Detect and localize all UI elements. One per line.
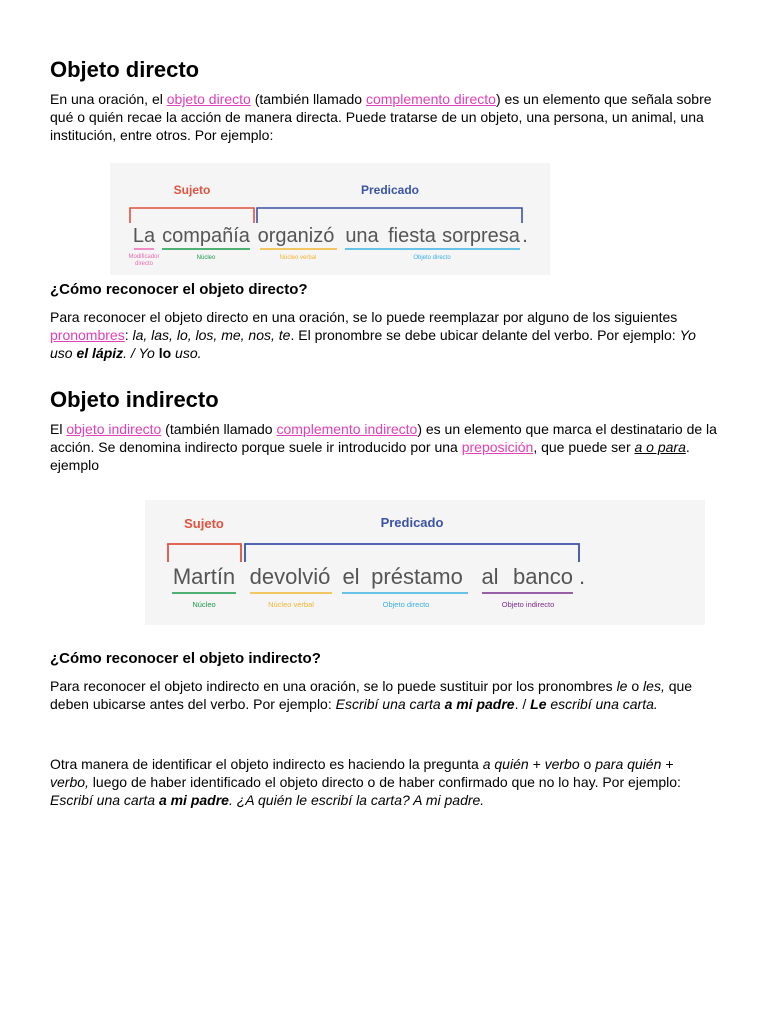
text: para quién + verbo, [50,756,674,790]
word: organizó [257,225,335,247]
text: : [124,327,133,343]
paragraph-od-recognize [50,308,720,362]
text: ) es un elemento que marca el destinatario de la acción. Se denomina indirecto porque suele ir introducido por una [50,421,717,455]
role-label: Núcleo verbal [268,600,314,609]
role-label: Núcleo [196,255,216,261]
role-label: Núcleo [192,600,216,609]
role-label: Modificador [128,254,160,260]
subject-label: Sujeto [173,183,211,197]
word: una [345,225,379,247]
word: La [132,225,156,247]
link-complemento-directo[interactable]: complemento directo [365,91,496,107]
text: luego de haber identificado el objeto directo o de haber confirmado que no lo hay. Por ejemplo: [88,774,681,790]
text: Para reconocer el objeto directo en una oración, se lo puede reemplazar por alguno de los siguientes [50,309,678,325]
text: . [228,792,237,808]
role-label: Objeto indirecto [501,600,555,609]
text: Otra manera de identificar el objeto indirecto es haciendo la pregunta [50,756,483,772]
predicate-label: Predicado [380,515,444,530]
text: Escribí una carta [50,792,159,808]
word: . [578,564,586,589]
text: a quién + verbo [482,756,580,772]
paragraph-od-definition [50,90,720,144]
heading-como-reconocer-oi: ¿Cómo reconocer el objeto indirecto? [50,650,321,667]
text: la, las, lo, los, me, nos, te [132,327,291,343]
role-label: Objeto directo [413,255,451,261]
text: le [616,678,628,694]
text: uso. [171,345,202,361]
heading-objeto-directo: Objeto directo [50,57,200,82]
role-label: Núcleo verbal [279,255,317,261]
heading-como-reconocer-od: ¿Cómo reconocer el objeto directo? [50,281,308,298]
text: Le [530,696,547,712]
text: En una oración, el [50,91,167,107]
paragraph-oi-recognize [50,677,710,713]
text: que deben ubicarse antes del verbo. Por ejemplo: [50,678,693,712]
word: devolvió [249,564,331,589]
diagram-objeto-directo [110,163,550,275]
text: Escribí una carta [335,696,445,712]
link-complemento-indirecto[interactable]: complemento indirecto [276,421,418,437]
text: les, [643,678,665,694]
text: a mi padre [158,792,229,808]
word: sorpresa [442,225,520,247]
diagram-background [110,163,550,275]
text: ) es un elemento que señala sobre qué o quién recae la acción de manera directa. Puede tratarse de un objeto, una persona, un animal, una institución, entre otros. Por ejemplo: [50,91,712,143]
text: escribí una carta. [546,696,658,712]
text: . / [514,696,531,712]
text: (también llamado [250,91,366,107]
word: al [481,564,499,589]
subject-label: Sujeto [184,516,224,531]
link-objeto-directo[interactable]: objeto directo [166,91,251,107]
link-objeto-indirecto[interactable]: objeto indirecto [66,421,162,437]
text: lo [158,345,172,361]
text: , que puede ser [533,439,635,455]
paragraph-oi-definition [50,420,720,474]
diagram-objeto-indirecto [145,500,705,625]
text: . ejemplo [50,439,690,473]
word: . [522,225,528,247]
word: compañía [162,225,250,247]
text: o [579,756,596,772]
heading-objeto-indirecto: Objeto indirecto [50,387,219,412]
role-label: Objeto directo [382,600,430,609]
text: Yo uso [50,327,696,361]
predicate-label: Predicado [360,183,420,197]
word: el [342,564,360,589]
role-label: directo [134,261,154,267]
text: o [627,678,644,694]
text: . El pronombre se debe ubicar delante del verbo. Por ejemplo: [290,327,680,343]
link-preposicion[interactable]: preposición [461,439,534,455]
word: banco [513,564,573,589]
text: . / [123,345,139,361]
text: ¿A quién le escribí la carta? A mi padre. [236,792,485,808]
text: El [50,421,67,437]
text: (también llamado [161,421,277,437]
text: Para reconocer el objeto indirecto en una oración, se lo puede sustituir por los pronombres [50,678,617,694]
text: a mi padre [444,696,515,712]
paragraph-oi-question [50,755,700,809]
text: el lápiz [76,345,124,361]
text: a o para [634,439,686,455]
text: Yo [138,345,159,361]
word: préstamo [371,564,463,589]
word: Martín [172,564,236,589]
word: fiesta [388,225,436,247]
link-pronombres[interactable]: pronombres [50,327,125,343]
